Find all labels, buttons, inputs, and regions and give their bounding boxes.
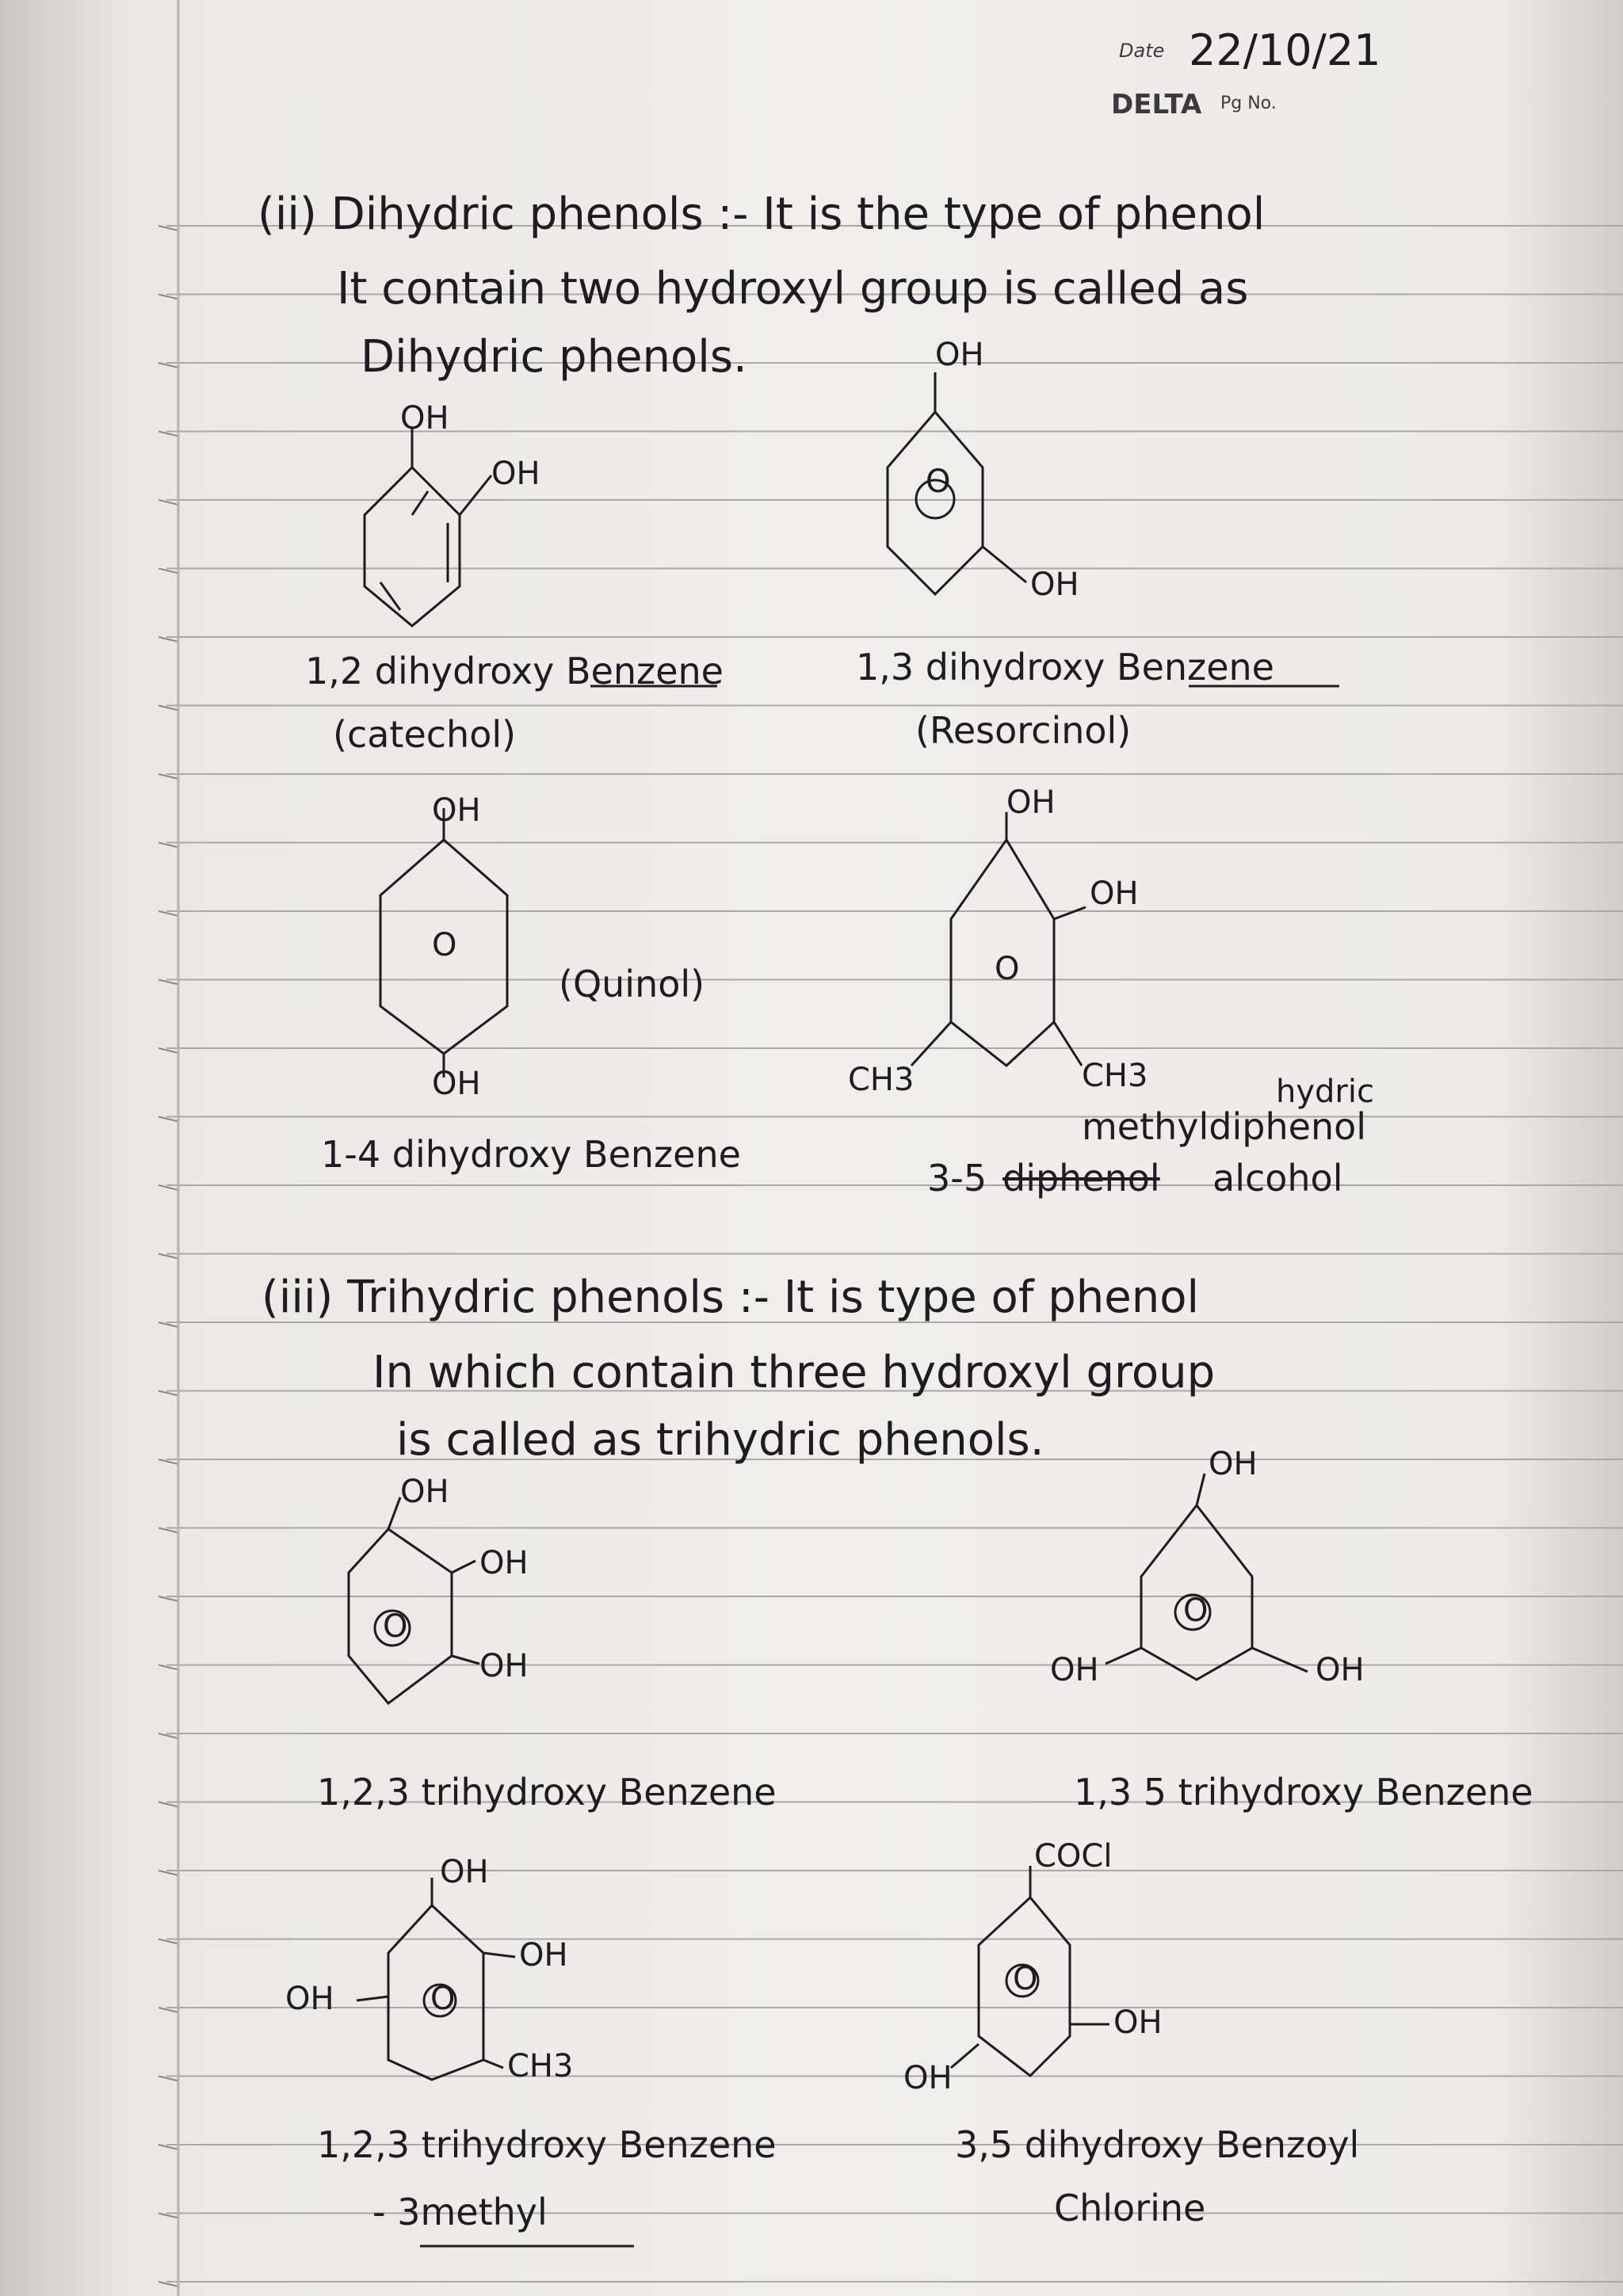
catechol-name: 1,2 dihydroxy Benzene [305,650,724,692]
phloroglucinol-oh-1: OH [1209,1446,1258,1482]
benzoyl-chloride-oh-2: OH [903,2060,953,2096]
trihydric-line-2: In which contain three hydroxyl group [372,1347,1216,1398]
pyrogallol-oh-2: OH [479,1545,529,1581]
methyl-diphenol-ch3-1: CH3 [848,1062,915,1098]
phloroglucinol-oh-3: OH [1050,1652,1099,1688]
catechol-common-name: (catechol) [333,713,517,756]
methyl-diphenol-oh-2: OH [1090,875,1139,912]
date-label: Date [1119,40,1165,62]
methyl-diphenol-name-top: hydric [1276,1074,1374,1110]
methyl-diphenol-ring-marker: O [995,951,1020,987]
methyl-diphenol-ch3-2: CH3 [1082,1058,1148,1094]
quinol-ring-marker: O [432,927,457,963]
quinol-common-name: (Quinol) [559,963,705,1005]
resorcinol-ring [888,412,983,594]
catechol-oh-2: OH [491,456,540,492]
methyl-trihydroxy-oh-2: OH [519,1937,568,1974]
benzoyl-chloride-name-2: Chlorine [1054,2187,1206,2229]
benzoyl-chloride-cocl: COCl [1034,1838,1113,1875]
methyl-diphenol-name-bottom-a: 3-5 [927,1157,987,1199]
pyrogallol-ring-marker: O [383,1608,408,1645]
phloroglucinol-oh-2: OH [1316,1652,1365,1688]
date-value: 22/10/21 [1189,25,1381,75]
pyrogallol-oh-3: OH [479,1648,529,1684]
dihydric-heading: (ii) Dihydric phenols :- It is the type of phenol [258,189,1266,240]
page-number-label: Pg No. [1220,93,1277,113]
resorcinol-name: 1,3 dihydroxy Benzene [856,646,1274,688]
trihydric-heading: (iii) Trihydric phenols :- It is type of phenol [262,1272,1200,1323]
benzoyl-chloride-oh-1: OH [1113,2004,1163,2041]
methyl-diphenol-name-mid: methyldiphenol [1082,1105,1367,1148]
resorcinol-oh-1: OH [935,337,984,373]
benzoyl-chloride-ring-marker: O [1013,1961,1038,1997]
dihydric-line-2: It contain two hydroxyl group is called as [337,263,1249,315]
quinol-oh-1: OH [432,792,481,829]
methyl-trihydroxy-ch3: CH3 [507,2048,574,2084]
phloroglucinol-name: 1,3 5 trihydroxy Benzene [1074,1771,1533,1814]
methyl-diphenol-oh-1: OH [1006,784,1056,821]
methyl-diphenol-name-struck: diphenol [1002,1157,1160,1199]
brand-label: DELTA [1111,89,1202,120]
dihydric-line-3: Dihydric phenols. [361,331,747,383]
methyl-trihydroxy-name-2: - 3methyl [372,2191,548,2233]
methyl-trihydroxy-ring-marker: O [430,1981,456,2017]
methyl-trihydroxy-oh-1: OH [440,1854,489,1890]
trihydric-line-3: is called as trihydric phenols. [396,1414,1044,1466]
pyrogallol-name: 1,2,3 trihydroxy Benzene [317,1771,777,1814]
benzoyl-chloride-name: 3,5 dihydroxy Benzoyl [955,2123,1360,2166]
quinol-oh-2: OH [432,1066,481,1102]
quinol-name: 1-4 dihydroxy Benzene [321,1133,741,1176]
methyl-trihydroxy-oh-3: OH [285,1981,334,2017]
resorcinol-common-name: (Resorcinol) [915,709,1132,752]
resorcinol-oh-2: OH [1030,566,1079,603]
methyl-trihydroxy-name: 1,2,3 trihydroxy Benzene [317,2123,777,2166]
phloroglucinol-ring-marker: O [1183,1592,1209,1629]
pyrogallol-oh-1: OH [400,1474,449,1510]
methyl-diphenol-name-bottom-b: alcohol [1212,1157,1343,1199]
catechol-ring [365,467,460,626]
resorcinol-ring-marker: O [926,463,951,500]
catechol-oh-1: OH [400,400,449,437]
